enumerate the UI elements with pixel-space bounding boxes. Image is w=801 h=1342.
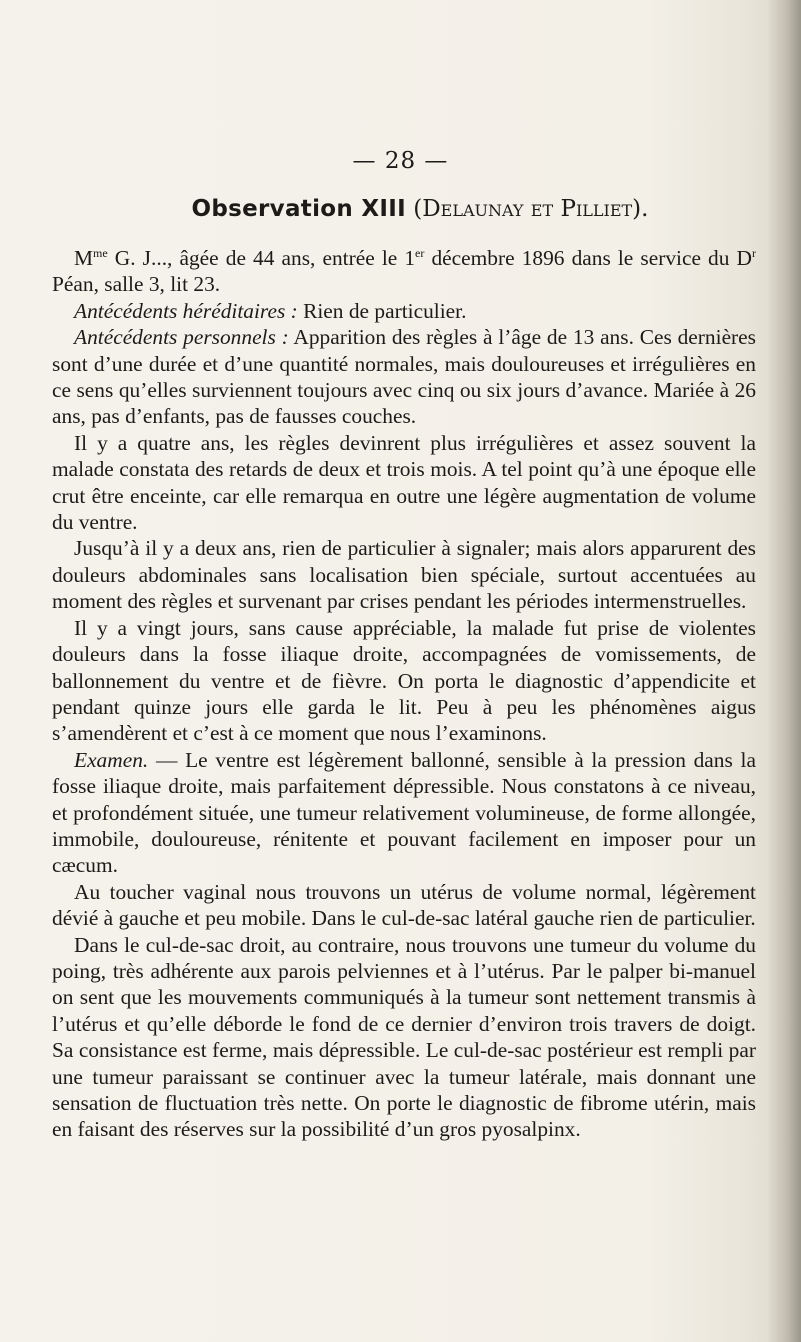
history-paragraph: Jusqu’à il y a deux ans, rien de particulier à signaler; mais alors apparurent des douleurs abdominales sans localisation bien spéciale, surtout accentuées au moment des règles et survenant par crises pendant les périodes intermenstruelles. xyxy=(52,536,756,614)
intro-paragraph xyxy=(52,245,756,298)
exam-paragraph: Au toucher vaginal nous trouvons un utérus de volume normal, légèrement dévié à gauche et peu mobile. Dans le cul-de-sac latéral gauche rien de particulier. xyxy=(52,879,756,931)
intro-prefix: M xyxy=(74,246,94,270)
intro-date-sup: er xyxy=(415,246,425,260)
hereditaires-paragraph xyxy=(52,298,756,324)
exam-paragraph: Dans le cul-de-sac droit, au contraire, nous trouvons une tumeur du volume du poing, très adhérente aux parois pelviennes et à l’utérus. Par le palper bi-manuel on sent que les mouvements communiqués à la tumeur sont nettement transmis à l’utérus et qu’elle déborde le fond de ce dernier d’environ trois travers de doigt. Sa consistance est ferme, mais dépressible. Le cul-de-sac postérieur est rempli par une tumeur paraissant se continuer avec la tumeur latérale, mais donnant une sensation de fluctuation très nette. On porte le diagnostic de fibrome utérin, mais en faisant des réserves sur la possibilité d’un gros pyosalpinx. xyxy=(52,932,756,1142)
intro-text-3: Péan, salle 3, lit 23. xyxy=(52,272,221,297)
examen-text: — Le ventre est légèrement ballonné, sensible à la pression dans la fosse iliaque droite, mais parfaitement dépressible. Nous constatons à ce niveau, et profondément située, une tumeur relativement volumineuse, de forme allongée, immobile, douloureuse, rénitente et pouvant facilement en imposer pour un cæcum. xyxy=(52,747,756,878)
personnels-heading: Antécédents personnels : xyxy=(74,325,289,350)
history-paragraph: Il y a vingt jours, sans cause appréciable, la malade fut prise de violentes douleurs dans la fosse iliaque droite, accompagnées de vomissements, de ballonnement du ventre et de fièvre. On porta le diagnostic d’appendicite et pendant quinze jours elle garda le lit. Peu à peu les phénomènes aigus s’amendèrent et c’est à ce moment que nous l’examinons. xyxy=(52,615,756,746)
personnels-paragraph xyxy=(52,324,756,430)
history-paragraph: Il y a quatre ans, les règles devinrent plus irrégulières et assez souvent la malade constata des retards de deux et trois mois. A tel point qu’à une époque elle crut être enceinte, car elle remarqua en outre une légère augmentation de volume du ventre. xyxy=(52,430,756,535)
intro-dr-sup: r xyxy=(752,246,756,260)
observation-authors: (Delaunay et Pilliet). xyxy=(413,196,649,222)
observation-body xyxy=(52,245,756,1143)
hereditaires-heading: Antécédents héréditaires : xyxy=(74,298,298,323)
page-number: — 28 — xyxy=(352,148,449,174)
intro-text-1: G. J..., âgée de 44 ans, entrée le 1 xyxy=(107,246,416,270)
observation-label: Observation XIII xyxy=(191,196,406,222)
page-edge-shadow xyxy=(767,0,801,1342)
intro-text-2: décembre 1896 dans le service du D xyxy=(424,246,752,270)
personnels-text: Apparition des règles à l’âge de 13 ans. Ces dernières sont d’une durée et d’une quantité normales, mais douloureuses et irrégulières en ce sens qu’elles surviennent toujours avec cinq ou six jours d’avance. Mariée à 26 ans, pas d’enfants, pas de fausses couches. xyxy=(52,325,756,429)
intro-prefix-sup: me xyxy=(93,246,108,260)
examen-paragraph xyxy=(52,747,756,879)
observation-title xyxy=(70,196,770,222)
hereditaires-text: Rien de particulier. xyxy=(297,298,467,323)
examen-heading: Examen. xyxy=(74,747,149,772)
